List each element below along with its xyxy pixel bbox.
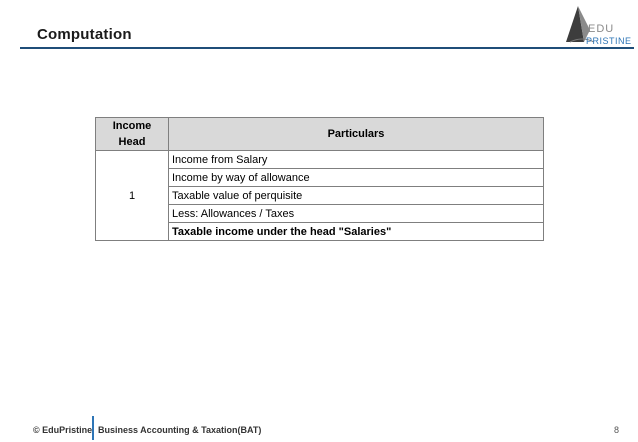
slide-title: Computation xyxy=(37,26,132,43)
logo-text: EDU xyxy=(588,23,615,35)
edupristine-logo-icon xyxy=(560,2,638,48)
particular-cell: Taxable value of perquisite xyxy=(169,187,544,205)
income-head-number: 1 xyxy=(96,151,169,241)
logo-subtext: PRISTINE xyxy=(586,36,632,46)
particular-total-cell: Taxable income under the head "Salaries" xyxy=(169,223,544,241)
particular-cell: Income by way of allowance xyxy=(169,169,544,187)
computation-table xyxy=(95,117,544,241)
header-particulars: Particulars xyxy=(169,118,544,151)
page-number: 8 xyxy=(614,425,620,435)
header-income-head: Income Head xyxy=(96,118,169,151)
table-header-row xyxy=(96,118,544,151)
footer-copyright: © EduPristine xyxy=(33,425,93,435)
particular-cell: Income from Salary xyxy=(169,151,544,169)
edupristine-logo xyxy=(560,2,638,48)
title-underline xyxy=(20,47,634,49)
footer-separator xyxy=(92,416,94,440)
particular-cell: Less: Allowances / Taxes xyxy=(169,205,544,223)
table-row xyxy=(96,151,544,169)
footer-course: Business Accounting & Taxation(BAT) xyxy=(98,425,262,435)
